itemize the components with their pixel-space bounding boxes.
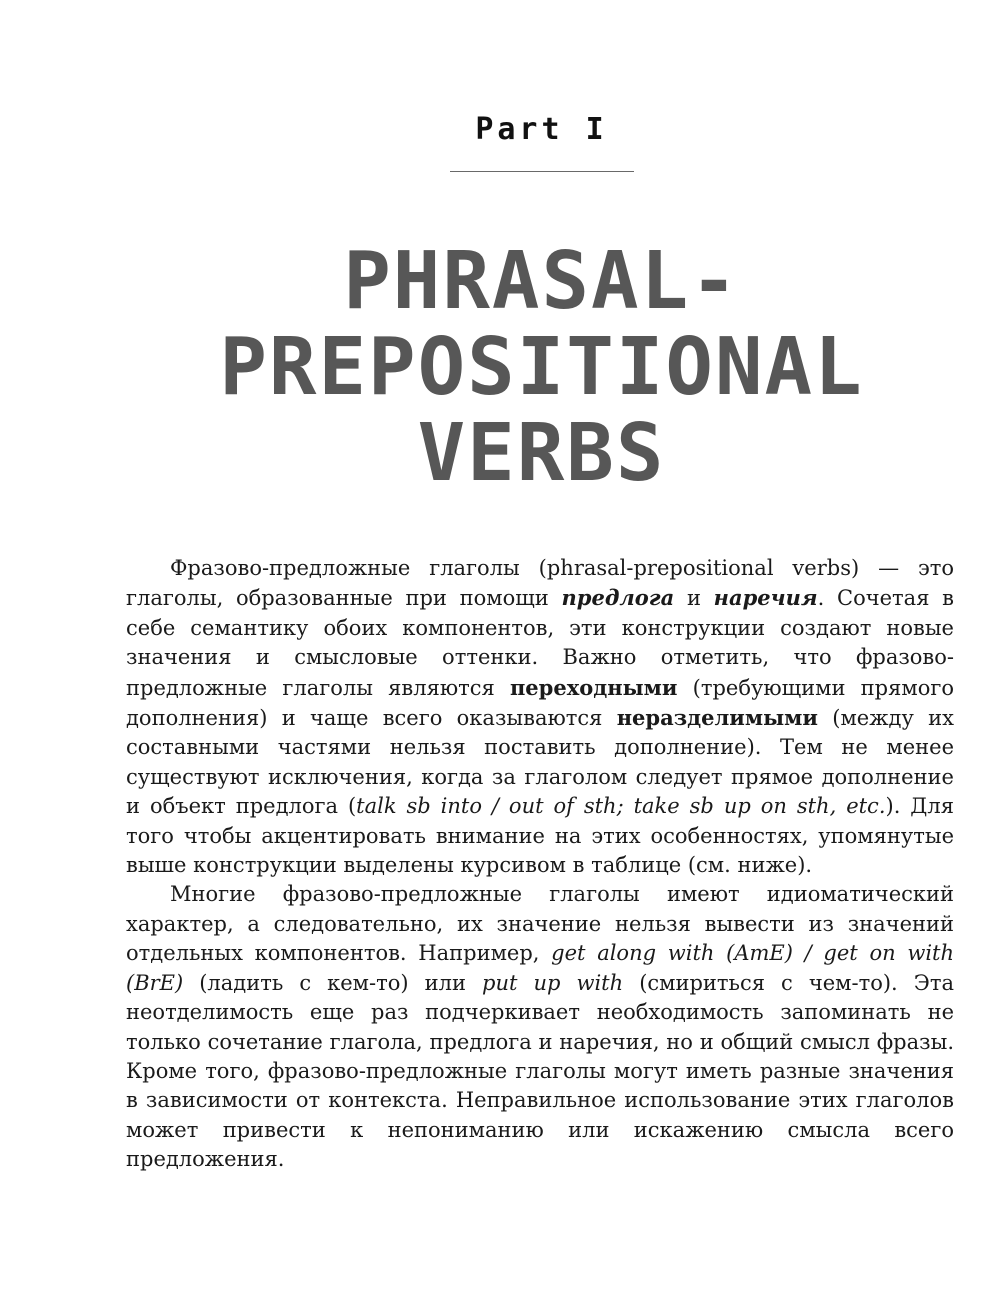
p1-text-4: (требующими прямого дополнения) и чаще всего оказываются — [126, 675, 954, 731]
p2-text-3: (смириться с чем-то). Эта неотделимость еще раз подчеркивает необходимость запоминать не только сочетание глагола, предлога и наречия, но и общий смысл фразы. Кроме того, фразово-предложные глаголы могут иметь разные значения в зависимости от контекста. Неправильное использование этих глаголов может привести к непониманию или искажению смысла всего предложения. — [126, 970, 954, 1172]
p1-text-2: и — [674, 586, 714, 611]
chapter-title-line-2: PREPOSITIONAL — [219, 321, 864, 413]
p2-example-put-up-with: put up with — [482, 970, 624, 995]
part-divider-rule — [450, 171, 634, 172]
body-text — [126, 554, 954, 1175]
p1-text-6: ). Для того чтобы акцентировать внимание на этих особенностях, упомянутые выше конструкции выделены курсивом в таблице (см. ниже). — [126, 794, 954, 878]
p2-text-1: Многие фразово-предложные глаголы имеют идиоматический характер, а следовательно, их значение нельзя вывести из значений отдельных компонентов. Например, — [126, 882, 954, 966]
part-label: Part I — [475, 112, 608, 147]
p1-term-transitive: переходными — [509, 674, 678, 700]
chapter-title — [0, 235, 1000, 499]
p2-text-2: (ладить с кем-то) или — [183, 970, 483, 995]
p1-text-5: (между их составными частями нельзя поставить дополнение). Тем не менее существуют исключения, когда за глаголом следует прямое дополнение и объект предлога ( — [126, 706, 954, 819]
p1-example-exceptions: talk sb into / out of sth; take sb up on sth, etc. — [356, 794, 886, 819]
chapter-title-line-1: PHRASAL- — [343, 235, 740, 327]
p1-text-1: Фразово-предложные глаголы (phrasal-prepositional verbs) — это глаголы, образованные при помощи — [126, 556, 954, 611]
p1-term-adverb: наречия — [713, 585, 818, 611]
p1-term-inseparable: неразделимыми — [616, 705, 818, 731]
paragraph-2 — [126, 880, 954, 1174]
p2-example-get-along: get along with (AmE) / get on with (BrE) — [126, 941, 954, 995]
paragraph-1 — [126, 554, 954, 880]
p1-text-3: . Сочетая в себе семантику обоих компонентов, эти конструкции создают новые значения и смысловые оттенки. Важно отметить, что фразово-предложные глаголы являются — [126, 586, 954, 700]
p1-term-preposition: предлога — [561, 585, 675, 611]
chapter-title-line-3: VERBS — [417, 407, 666, 499]
